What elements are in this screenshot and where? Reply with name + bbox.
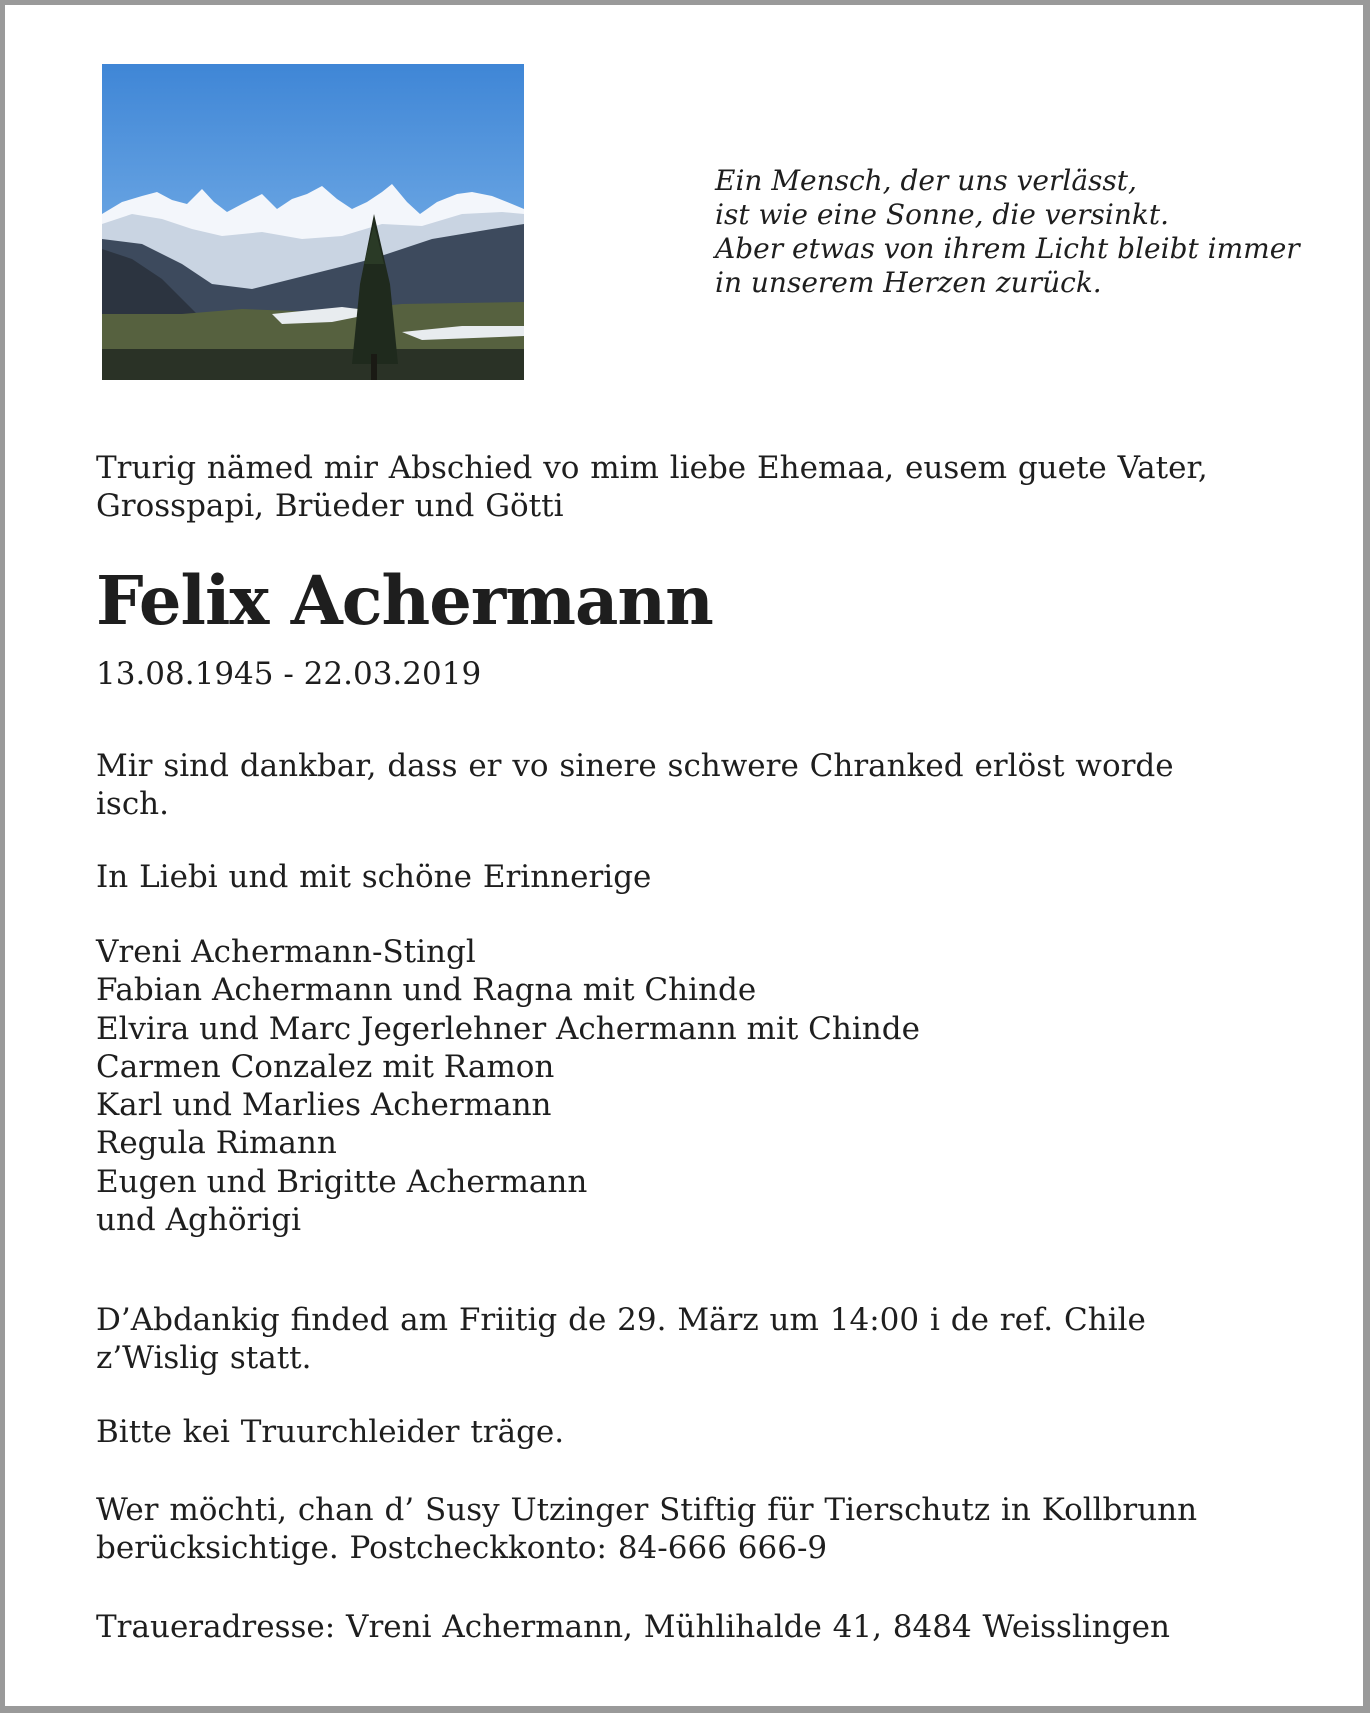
quote-line: in unserem Herzen zurück. xyxy=(715,266,1102,299)
mourner: Fabian Achermann und Ragna mit Chinde xyxy=(96,972,757,1009)
memory-text xyxy=(96,858,1279,896)
quote-line: ist wie eine Sonne, die versinkt. xyxy=(715,198,1169,231)
intro-line: Grosspapi, Brüeder und Götti xyxy=(96,488,564,524)
mourner: Regula Rimann xyxy=(96,1125,337,1162)
mourner: Vreni Achermann-Stingl xyxy=(96,934,476,970)
thanks-line: isch. xyxy=(96,786,170,822)
dress-line: Bitte kei Truurchleider träge. xyxy=(96,1414,565,1450)
memory-line: In Liebi und mit schöne Erinnerige xyxy=(96,859,652,895)
mourner: Eugen und Brigitte Achermann xyxy=(96,1163,588,1200)
quote-line: Ein Mensch, der uns verlässt, xyxy=(715,164,1137,197)
ceremony-text xyxy=(96,1301,1279,1377)
mourner: Karl und Marlies Achermann xyxy=(96,1087,552,1124)
intro-line: Trurig nämed mir Abschied vo mim liebe Ehemaa, eusem guete Vater, xyxy=(96,450,1208,486)
address-text xyxy=(96,1608,1279,1646)
mourner: Elvira und Marc Jegerlehner Achermann mit Chinde xyxy=(96,1010,920,1047)
address-line: Traueradresse: Vreni Achermann, Mühlihalde 41, 8484 Weisslingen xyxy=(96,1609,1170,1645)
mourner: Carmen Conzalez mit Ramon xyxy=(96,1048,555,1085)
donation-line: Wer möchti, chan d’ Susy Utzinger Stiftig für Tierschutz in Kollbrunn xyxy=(96,1492,1198,1528)
life-dates: 13.08.1945 - 22.03.2019 xyxy=(96,656,482,692)
quote-line: Aber etwas von ihrem Licht bleibt immer xyxy=(715,232,1300,265)
ceremony-line: D’Abdankig finded am Friitig de 29. März um 14:00 i de ref. Chile xyxy=(96,1302,1146,1338)
mountain-photo xyxy=(102,64,524,380)
mourner: und Aghörigi xyxy=(96,1202,301,1239)
dress-text xyxy=(96,1413,1279,1451)
intro-text xyxy=(96,449,1279,525)
donation-line: berücksichtige. Postcheckkonto: 84-666 666-9 xyxy=(96,1530,828,1566)
obituary-page xyxy=(5,5,1363,1706)
donation-text xyxy=(96,1491,1279,1567)
ceremony-line: z’Wislig statt. xyxy=(96,1340,312,1376)
quote xyxy=(715,164,1315,300)
mourners-list xyxy=(96,933,920,1239)
thanks-line: Mir sind dankbar, dass er vo sinere schwere Chranked erlöst worde xyxy=(96,748,1174,784)
deceased-name: Felix Achermann xyxy=(96,561,713,640)
thanks-text xyxy=(96,747,1279,823)
